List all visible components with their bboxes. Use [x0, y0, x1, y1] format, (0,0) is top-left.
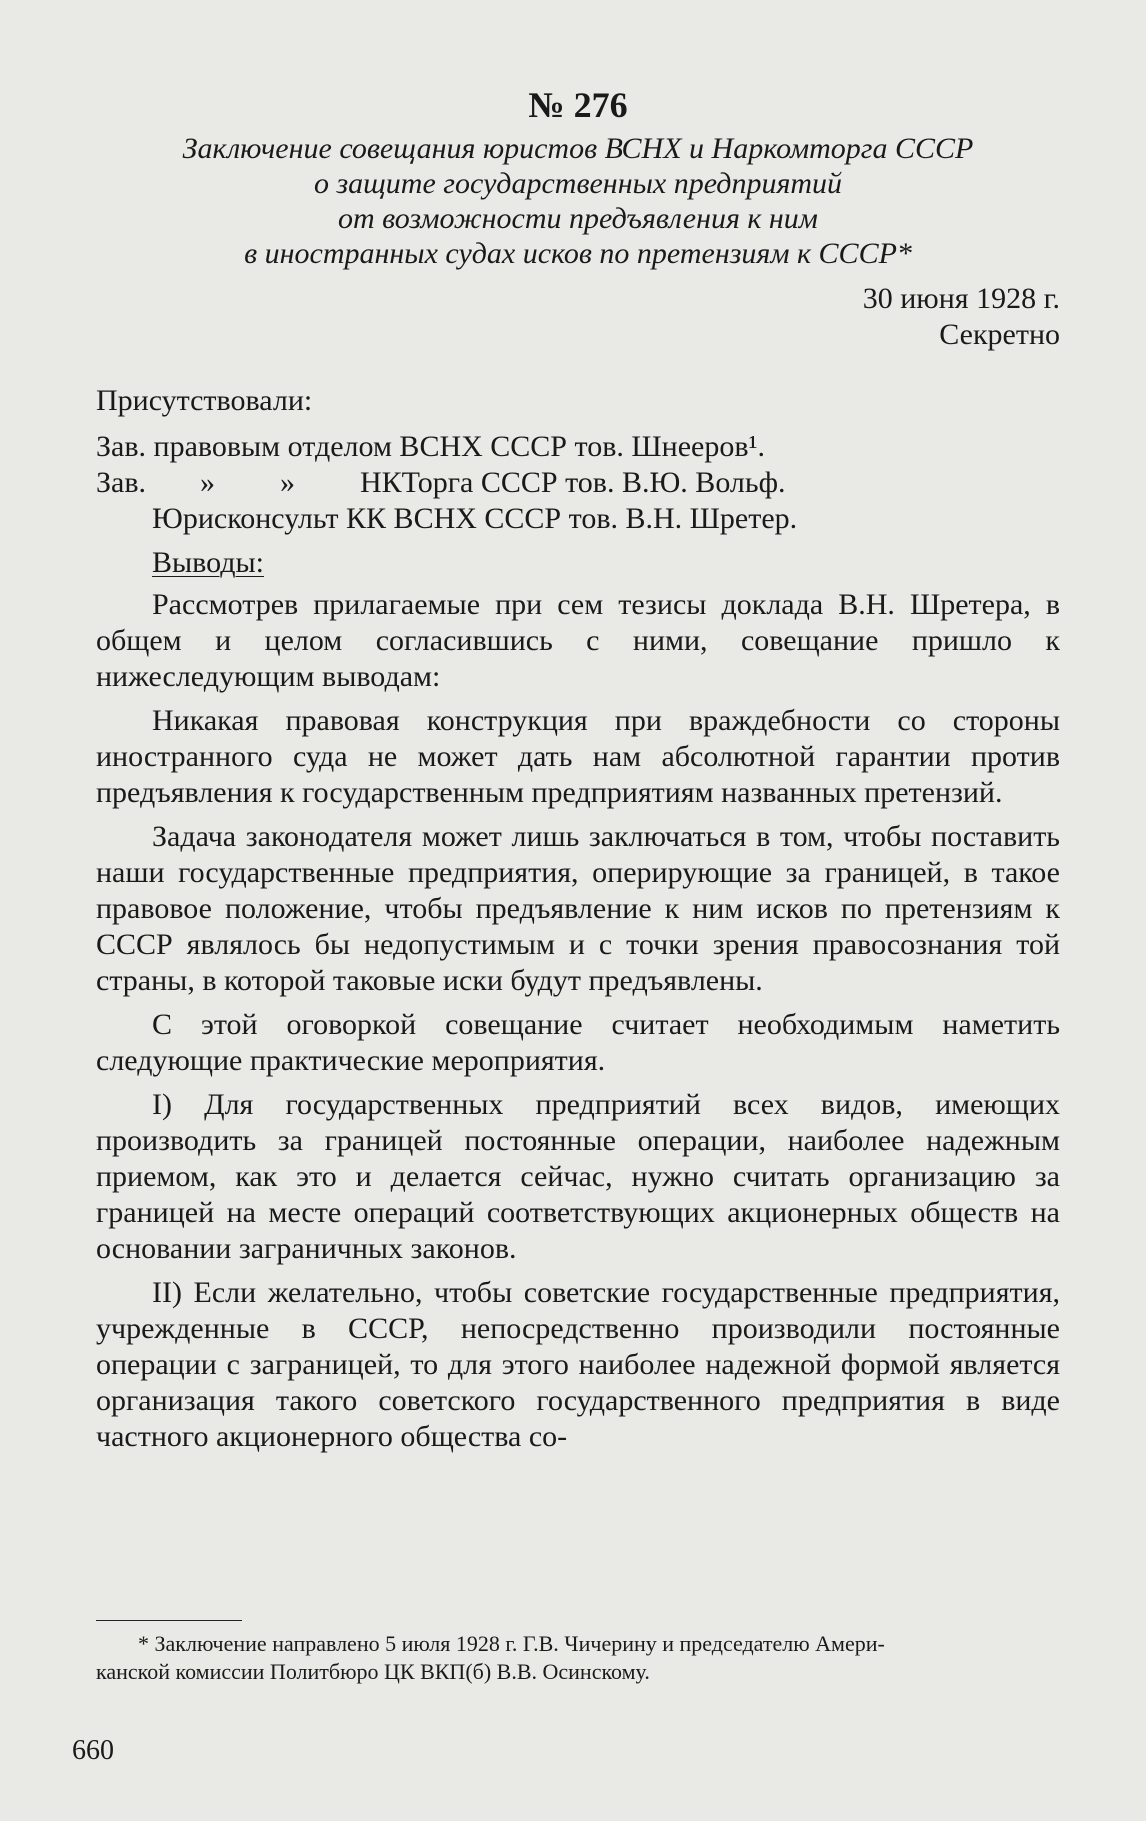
footnote-divider [96, 1620, 242, 1621]
body-paragraph: Никакая правовая конструкция при враждебности со стороны иностранного суда не может дать нам абсолютной гарантии против предъявления к государственным предприятиям названных претензий. [96, 704, 1060, 809]
body-paragraph: Задача законодателя может лишь заключаться в том, чтобы поставить наши государственные предприятия, оперирующие за границей, в такое правовое положение, чтобы предъявление к ним исков по претензиям к СССР являлось бы недопустимым и с точки зрения правосознания той страны, в которой таковые иски будут предъявлены. [96, 820, 1060, 997]
document-title [96, 131, 1060, 271]
footnote [96, 1630, 1060, 1686]
body-paragraph: I) Для государственных предприятий всех видов, имеющих производить за границей постоянные операции, наиболее надежным приемом, как это и делается сейчас, нужно считать организацию за границей на месте операций соответствующих акционерных обществ на основании заграничных законов. [96, 1088, 1060, 1265]
ditto-mark: » [200, 466, 215, 499]
footnote-line: канской комиссии Политбюро ЦК ВКП(б) В.В. Осинскому. [96, 1659, 650, 1684]
attendee-line: Юрисконсульт КК ВСНХ СССР тов. В.Н. Шретер. [152, 502, 798, 535]
conclusions-heading: Выводы: [152, 546, 265, 579]
title-line: Заключение совещания юристов ВСНХ и Наркомторга СССР [182, 132, 974, 165]
body-paragraph: II) Если желательно, чтобы советские государственные предприятия, учрежденные в СССР, непосредственно производили постоянные операции с заграницей, то для этого наиболее надежной формой является организация такого советского государственного предприятия в виде частного акционерного общества со- [96, 1276, 1060, 1453]
footnote-line: * Заключение направлено 5 июля 1928 г. Г.В. Чичерину и председателю Амери- [138, 1631, 885, 1656]
classification-label: Секретно [939, 318, 1060, 351]
ditto-mark: » [280, 466, 295, 499]
title-line: в иностранных судах исков по претензиям к СССР* [244, 237, 912, 270]
document-date: 30 июня 1928 г. [862, 282, 1060, 315]
date-block [96, 281, 1060, 353]
attendee-line [96, 465, 1060, 501]
attendee-line: Зав. правовым отделом ВСНХ СССР тов. Шнееров¹. [96, 430, 765, 463]
document-number: № 276 [528, 85, 628, 125]
attendees-section [96, 383, 1060, 537]
title-line: о защите государственных предприятий [313, 167, 843, 200]
attendee-org: НКТорга СССР тов. В.Ю. Вольф. [360, 466, 786, 499]
body-paragraph: С этой оговоркой совещание считает необходимым наметить следующие практические мероприятия. [96, 1008, 1060, 1077]
title-line: от возможности предъявления к ним [338, 202, 818, 235]
attendees-heading: Присутствовали: [96, 384, 313, 417]
body-paragraph: Рассмотрев прилагаемые при сем тезисы доклада В.Н. Шретера, в общем и целом согласившись с ними, совещание пришло к нижеследующим выводам: [96, 588, 1060, 693]
attendee-title: Зав. [96, 466, 147, 499]
page-number: 660 [72, 1735, 114, 1766]
